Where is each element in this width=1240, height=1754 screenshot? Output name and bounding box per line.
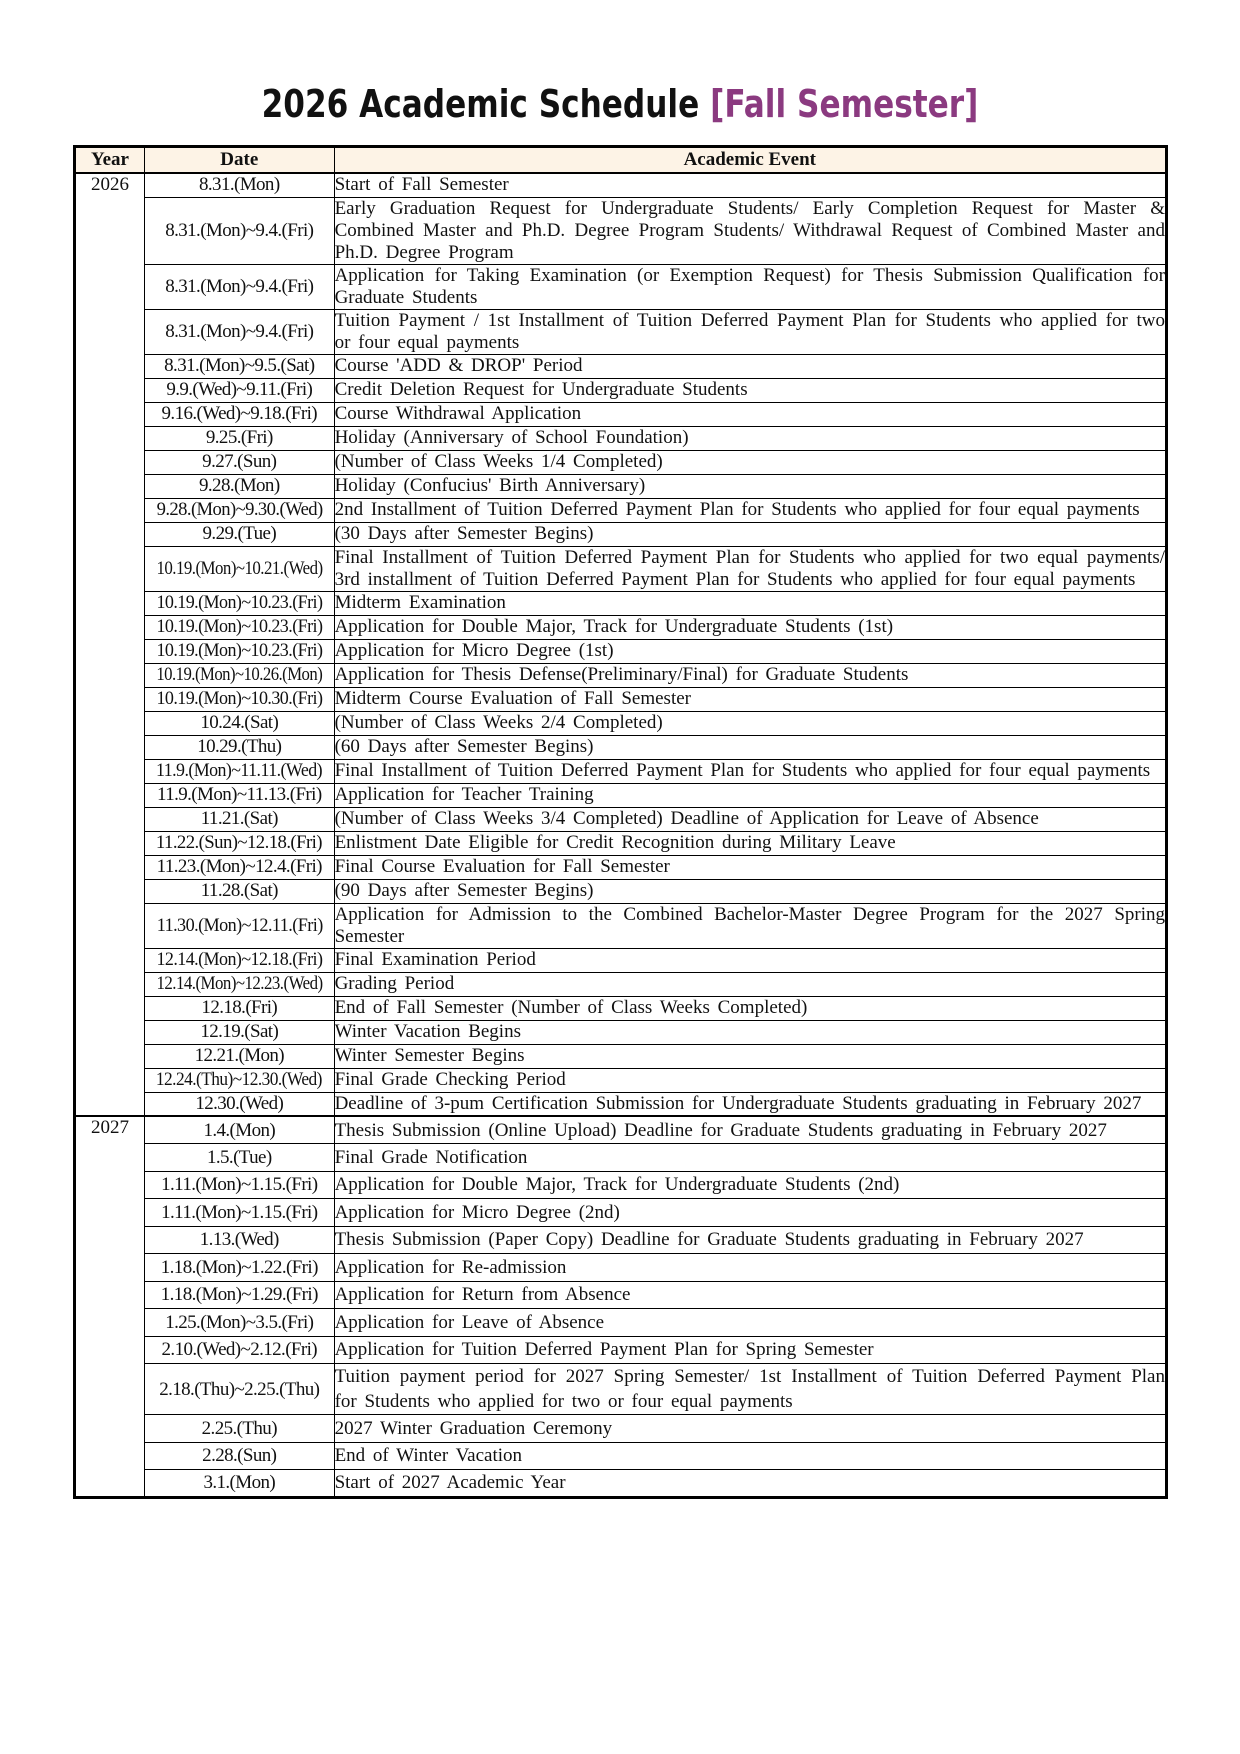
event-cell: Winter Vacation Begins: [334, 1020, 1166, 1044]
event-cell: Application for Leave of Absence: [334, 1309, 1166, 1337]
date-cell: [145, 1116, 335, 1144]
event-cell: Final Examination Period: [334, 948, 1166, 972]
date-cell: [145, 264, 335, 309]
date-text: 11.30.(Mon)~12.11.(Fri): [156, 914, 323, 936]
date-text: 10.24.(Sat): [200, 712, 279, 733]
date-text: 11.9.(Mon)~11.13.(Fri): [157, 784, 322, 805]
event-cell: Early Graduation Request for Undergraduate Students/ Early Completion Request for Master & Combined Master and Ph.D. Degree Program Students/ Withdrawal Request of Combined Master and Ph.D. Degree Program: [334, 197, 1165, 263]
table-row: [75, 173, 1167, 197]
date-text: 11.28.(Sat): [200, 880, 278, 901]
table-row: [75, 546, 1167, 591]
event-cell: Midterm Examination: [334, 591, 1166, 615]
table-row: [75, 783, 1167, 807]
column-header-date: Date: [145, 147, 335, 174]
table-row: [75, 498, 1167, 522]
date-cell: [145, 1364, 335, 1415]
date-text: 12.19.(Sat): [200, 1021, 279, 1042]
date-cell: [145, 687, 335, 711]
table-row: [75, 948, 1167, 972]
event-cell: Application for Double Major, Track for Undergraduate Students (2nd): [334, 1171, 1166, 1199]
event-cell: Application for Teacher Training: [334, 783, 1166, 807]
date-cell: [145, 1415, 335, 1443]
table-row: [75, 855, 1167, 879]
date-text: 8.31.(Mon)~9.4.(Fri): [165, 275, 314, 297]
table-row: [75, 1199, 1167, 1227]
date-text: 11.21.(Sat): [200, 808, 278, 829]
event-cell: Thesis Submission (Paper Copy) Deadline for Graduate Students graduating in February 2027: [334, 1226, 1166, 1254]
table-row: [75, 807, 1167, 831]
table-row: [75, 264, 1167, 309]
event-cell: Application for Double Major, Track for Undergraduate Students (1st): [334, 615, 1166, 639]
table-row: [75, 1470, 1167, 1498]
date-cell: [145, 1336, 335, 1364]
table-row: [75, 402, 1167, 426]
date-cell: [145, 378, 335, 402]
table-row: [75, 687, 1167, 711]
date-text: 3.1.(Mon): [203, 1472, 276, 1494]
event-cell: 2nd Installment of Tuition Deferred Payment Plan for Students who applied for four equal payments: [334, 498, 1166, 522]
table-row: [75, 354, 1167, 378]
date-cell: [145, 1281, 335, 1309]
event-cell: (Number of Class Weeks 1/4 Completed): [334, 450, 1166, 474]
table-row: [75, 1171, 1167, 1199]
date-text: 12.14.(Mon)~12.18.(Fri): [156, 949, 323, 970]
date-cell: [145, 173, 335, 197]
date-cell: [145, 354, 335, 378]
event-cell: (90 Days after Semester Begins): [334, 879, 1166, 903]
date-text: 9.27.(Sun): [202, 451, 277, 472]
table-row: [75, 450, 1167, 474]
event-cell: Course 'ADD & DROP' Period: [334, 354, 1166, 378]
date-text: 9.16.(Wed)~9.18.(Fri): [161, 403, 318, 424]
date-cell: [145, 1092, 335, 1116]
event-cell: Tuition payment period for 2027 Spring Semester/ 1st Installment of Tuition Deferred Payment Plan for Students who applied for two or four equal payments: [334, 1364, 1166, 1415]
date-cell: [145, 831, 335, 855]
table-row: [75, 903, 1167, 948]
date-cell: [145, 879, 335, 903]
table-row: [75, 1281, 1167, 1309]
event-cell: Deadline of 3-pum Certification Submission for Undergraduate Students graduating in February 2027: [334, 1092, 1166, 1116]
event-cell: Winter Semester Begins: [334, 1044, 1166, 1068]
date-cell: [145, 855, 335, 879]
date-text: 10.19.(Mon)~10.23.(Fri): [156, 616, 323, 637]
date-text: 12.14.(Mon)~12.23.(Wed): [156, 973, 323, 994]
date-cell: [145, 474, 335, 498]
date-text: 2.10.(Wed)~2.12.(Fri): [161, 1339, 318, 1361]
table-row: [75, 879, 1167, 903]
table-row: [75, 972, 1167, 996]
date-cell: [145, 759, 335, 783]
date-cell: [145, 1199, 335, 1227]
date-cell: [145, 1470, 335, 1498]
date-cell: [145, 1442, 335, 1470]
table-row: [75, 1336, 1167, 1364]
column-header-year: Year: [75, 147, 145, 174]
date-cell: [145, 1020, 335, 1044]
date-text: 1.18.(Mon)~1.22.(Fri): [160, 1256, 318, 1278]
date-cell: [145, 402, 335, 426]
event-cell: Enlistment Date Eligible for Credit Recognition during Military Leave: [334, 831, 1166, 855]
event-cell: Holiday (Anniversary of School Foundation): [334, 426, 1166, 450]
date-text: 2.25.(Thu): [201, 1417, 277, 1439]
date-cell: [145, 735, 335, 759]
event-cell: Application for Tuition Deferred Payment Plan for Spring Semester: [334, 1336, 1166, 1364]
table-row: [75, 1442, 1167, 1470]
table-row: [75, 426, 1167, 450]
table-row: [75, 378, 1167, 402]
year-section-2027: [75, 1116, 1167, 1497]
event-cell: End of Fall Semester (Number of Class Weeks Completed): [334, 996, 1166, 1020]
title-main: 2026 Academic Schedule: [261, 82, 711, 126]
event-cell: 2027 Winter Graduation Ceremony: [334, 1415, 1166, 1443]
date-text: 8.31.(Mon): [199, 174, 280, 196]
date-text: 8.31.(Mon)~9.4.(Fri): [165, 219, 314, 241]
date-text: 10.19.(Mon)~10.26.(Mon): [156, 664, 323, 685]
date-cell: [145, 1044, 335, 1068]
table-row: [75, 1226, 1167, 1254]
table-row: [75, 309, 1167, 354]
date-cell: [145, 972, 335, 996]
event-cell: Final Installment of Tuition Deferred Payment Plan for Students who applied for four equal payments: [334, 759, 1166, 783]
event-cell: Application for Thesis Defense(Preliminary/Final) for Graduate Students: [334, 663, 1166, 687]
event-cell: Thesis Submission (Online Upload) Deadline for Graduate Students graduating in February 2027: [334, 1116, 1166, 1144]
event-cell: Final Installment of Tuition Deferred Payment Plan for Students who applied for two equal payments/ 3rd installment of Tuition Deferred Payment Plan for Students who applied for four equal payments: [334, 546, 1165, 590]
event-cell: Application for Micro Degree (1st): [334, 639, 1166, 663]
title-semester-accent: [Fall Semester]: [710, 82, 979, 126]
event-cell: Start of Fall Semester: [334, 173, 1166, 197]
column-header-event: Academic Event: [334, 147, 1166, 174]
date-cell: [145, 615, 335, 639]
date-text: 11.22.(Sun)~12.18.(Fri): [156, 832, 323, 853]
date-text: 1.4.(Mon): [203, 1119, 276, 1141]
date-text: 9.9.(Wed)~9.11.(Fri): [166, 379, 313, 400]
table-row: [75, 591, 1167, 615]
date-cell: [145, 309, 335, 354]
table-row: [75, 735, 1167, 759]
date-cell: [145, 591, 335, 615]
date-cell: [145, 1309, 335, 1337]
date-cell: [145, 1226, 335, 1254]
date-cell: [145, 663, 335, 687]
date-text: 12.24.(Thu)~12.30.(Wed): [156, 1069, 323, 1090]
table-row: [75, 1044, 1167, 1068]
table-row: [75, 1364, 1167, 1415]
event-cell: (Number of Class Weeks 3/4 Completed) Deadline of Application for Leave of Absence: [334, 807, 1166, 831]
date-text: 2.18.(Thu)~2.25.(Thu): [159, 1378, 320, 1400]
event-cell: Final Course Evaluation for Fall Semester: [334, 855, 1166, 879]
event-cell: (60 Days after Semester Begins): [334, 735, 1166, 759]
date-text: 12.21.(Mon): [194, 1045, 285, 1066]
date-cell: [145, 639, 335, 663]
event-cell: Midterm Course Evaluation of Fall Semester: [334, 687, 1166, 711]
table-row: [75, 1415, 1167, 1443]
event-cell: Final Grade Checking Period: [334, 1068, 1166, 1092]
date-text: 1.11.(Mon)~1.15.(Fri): [161, 1201, 318, 1223]
event-cell: Application for Admission to the Combined Bachelor-Master Degree Program for the 2027 Spring Semester: [334, 903, 1165, 947]
event-cell: Grading Period: [334, 972, 1166, 996]
date-text: 9.29.(Tue): [202, 523, 277, 544]
event-cell: Start of 2027 Academic Year: [334, 1470, 1166, 1498]
date-text: 12.18.(Fri): [201, 997, 278, 1018]
date-cell: [145, 903, 335, 948]
table-row: [75, 759, 1167, 783]
date-text: 8.31.(Mon)~9.4.(Fri): [165, 320, 314, 342]
date-cell: [145, 1171, 335, 1199]
date-text: 9.25.(Fri): [205, 427, 273, 448]
date-cell: [145, 1144, 335, 1172]
date-text: 9.28.(Mon)~9.30.(Wed): [156, 499, 323, 520]
table-row: [75, 639, 1167, 663]
table-row: [75, 1144, 1167, 1172]
date-text: 2.28.(Sun): [202, 1445, 277, 1467]
table-row: [75, 1254, 1167, 1282]
event-cell: Tuition Payment / 1st Installment of Tuition Deferred Payment Plan for Students who applied for two or four equal payments: [334, 309, 1165, 353]
event-cell: Credit Deletion Request for Undergraduate Students: [334, 378, 1166, 402]
event-cell: Final Grade Notification: [334, 1144, 1166, 1172]
table-row: [75, 711, 1167, 735]
table-row: [75, 1309, 1167, 1337]
date-text: 11.23.(Mon)~12.4.(Fri): [156, 856, 322, 877]
year-cell: 2027: [75, 1116, 145, 1497]
date-text: 10.29.(Thu): [197, 736, 282, 757]
date-text: 11.9.(Mon)~11.11.(Wed): [156, 760, 323, 781]
table-row: [75, 1092, 1167, 1116]
date-cell: [145, 498, 335, 522]
date-text: 9.28.(Mon): [199, 475, 280, 496]
date-cell: [145, 807, 335, 831]
date-cell: [145, 426, 335, 450]
table-row: [75, 522, 1167, 546]
date-cell: [145, 996, 335, 1020]
date-text: 10.19.(Mon)~10.23.(Fri): [156, 592, 323, 613]
event-cell: Application for Taking Examination (or Exemption Request) for Thesis Submission Qualification for Graduate Students: [334, 264, 1165, 308]
date-text: 8.31.(Mon)~9.5.(Sat): [164, 355, 315, 376]
date-text: 1.18.(Mon)~1.29.(Fri): [160, 1284, 318, 1306]
date-text: 10.19.(Mon)~10.30.(Fri): [156, 688, 323, 709]
date-text: 1.5.(Tue): [206, 1146, 272, 1168]
date-text: 10.19.(Mon)~10.21.(Wed): [156, 557, 323, 579]
academic-schedule-table: [73, 145, 1168, 1499]
event-cell: (Number of Class Weeks 2/4 Completed): [334, 711, 1166, 735]
table-row: [75, 1068, 1167, 1092]
table-row: [75, 615, 1167, 639]
date-cell: [145, 1068, 335, 1092]
year-section-2026: [75, 173, 1167, 1116]
table-row: [75, 831, 1167, 855]
event-cell: Application for Re-admission: [334, 1254, 1166, 1282]
event-cell: Course Withdrawal Application: [334, 402, 1166, 426]
date-cell: [145, 1254, 335, 1282]
table-header: [75, 147, 1167, 174]
event-cell: Application for Micro Degree (2nd): [334, 1199, 1166, 1227]
table-row: [75, 197, 1167, 264]
date-cell: [145, 546, 335, 591]
event-cell: Holiday (Confucius' Birth Anniversary): [334, 474, 1166, 498]
event-cell: (30 Days after Semester Begins): [334, 522, 1166, 546]
date-cell: [145, 711, 335, 735]
date-cell: [145, 948, 335, 972]
year-cell: 2026: [75, 173, 145, 1116]
date-text: 12.30.(Wed): [195, 1092, 284, 1114]
date-text: 1.13.(Wed): [199, 1229, 279, 1251]
table-row: [75, 474, 1167, 498]
table-row: [75, 996, 1167, 1020]
date-text: 10.19.(Mon)~10.23.(Fri): [156, 640, 323, 661]
date-text: 1.11.(Mon)~1.15.(Fri): [161, 1174, 318, 1196]
table-row: [75, 1116, 1167, 1144]
date-cell: [145, 522, 335, 546]
event-cell: End of Winter Vacation: [334, 1442, 1166, 1470]
table-row: [75, 1020, 1167, 1044]
date-cell: [145, 450, 335, 474]
page-title: [112, 82, 1129, 126]
date-cell: [145, 197, 335, 264]
event-cell: Application for Return from Absence: [334, 1281, 1166, 1309]
date-text: 1.25.(Mon)~3.5.(Fri): [165, 1311, 314, 1333]
table-row: [75, 663, 1167, 687]
date-cell: [145, 783, 335, 807]
